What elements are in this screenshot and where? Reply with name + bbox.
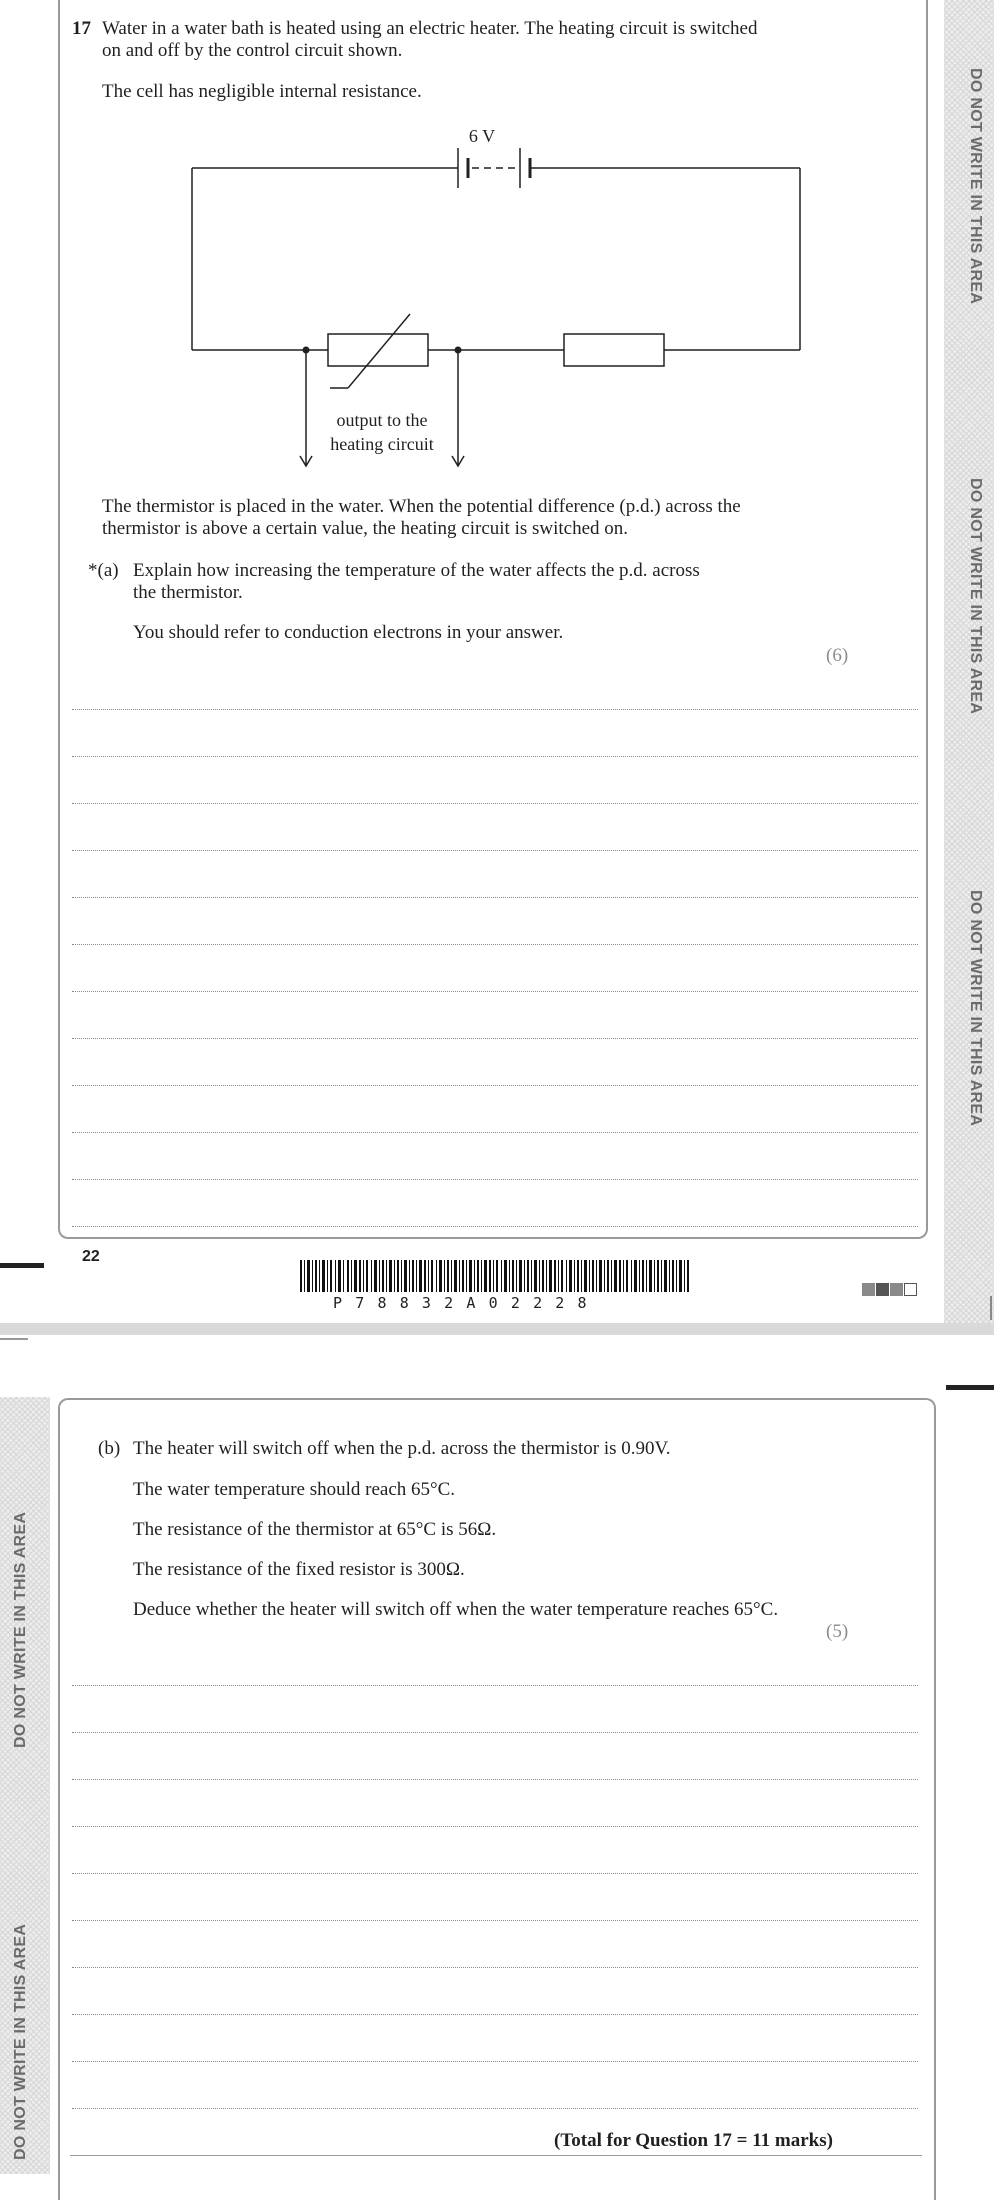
answer-line[interactable] <box>72 2108 918 2109</box>
answer-line[interactable] <box>72 1085 918 1086</box>
answer-line[interactable] <box>72 756 918 757</box>
answer-line[interactable] <box>72 991 918 992</box>
total-underline <box>70 2155 922 2156</box>
page-number: 22 <box>82 1248 100 1265</box>
margin-warning-3: DO NOT WRITE IN THIS AREA <box>967 890 984 1127</box>
margin-warning-5: DO NOT WRITE IN THIS AREA <box>12 1923 29 2160</box>
answer-line[interactable] <box>72 1873 918 1874</box>
answer-line[interactable] <box>72 944 918 945</box>
answer-line[interactable] <box>72 897 918 898</box>
part-a-marks: (6) <box>826 645 849 666</box>
intro-line-2: on and off by the control circuit shown. <box>102 40 403 61</box>
answer-line[interactable] <box>72 1179 918 1180</box>
fixed-resistor-symbol <box>564 334 664 366</box>
intro-line-1: Water in a water bath is heated using an electric heater. The heating circuit is switched <box>102 18 758 39</box>
part-a-line-1: Explain how increasing the temperature of the water affects the p.d. across <box>133 560 700 581</box>
page-marker-top <box>0 1338 28 1340</box>
answer-line[interactable] <box>72 2061 918 2062</box>
answer-line[interactable] <box>72 1132 918 1133</box>
answer-line[interactable] <box>72 1920 918 1921</box>
answer-line[interactable] <box>72 2014 918 2015</box>
answer-line[interactable] <box>72 1038 918 1039</box>
part-b-label: (b) <box>98 1438 121 1459</box>
indicator-square <box>890 1283 903 1296</box>
part-b-marks: (5) <box>826 1621 849 1642</box>
part-b-line-1: The heater will switch off when the p.d. across the thermistor is 0.90V. <box>133 1438 671 1459</box>
battery-symbol <box>458 148 530 188</box>
part-a-hint: You should refer to conduction electrons in your answer. <box>133 622 564 643</box>
indicator-square <box>904 1283 917 1296</box>
part-a-label: *(a) <box>88 560 119 581</box>
output-label-1: output to the <box>336 410 428 430</box>
part-b-line-3: The resistance of the thermistor at 65°C is 56Ω. <box>133 1519 497 1540</box>
answer-line[interactable] <box>72 1226 918 1227</box>
left-margin-strip <box>0 1397 50 2174</box>
answer-line[interactable] <box>72 1826 918 1827</box>
control-circuit-diagram <box>180 118 820 478</box>
question-number: 17 <box>72 18 91 39</box>
part-a-line-2: the thermistor. <box>133 582 243 603</box>
margin-warning-1: DO NOT WRITE IN THIS AREA <box>967 68 984 305</box>
answer-line[interactable] <box>72 1685 918 1686</box>
answer-line[interactable] <box>72 709 918 710</box>
question-total: (Total for Question 17 = 11 marks) <box>554 2130 833 2151</box>
thermistor-line-2: thermistor is above a certain value, the heating circuit is switched on. <box>102 518 629 539</box>
answer-line[interactable] <box>72 1732 918 1733</box>
cell-voltage-label: 6 V <box>468 126 496 146</box>
page-indicator-squares <box>862 1283 918 1301</box>
indicator-square <box>876 1283 889 1296</box>
page-separator <box>0 1323 994 1335</box>
part-b-line-5: Deduce whether the heater will switch off when the water temperature reaches 65°C. <box>133 1599 779 1620</box>
page-marker-left <box>0 1263 44 1268</box>
answer-line[interactable] <box>72 1967 918 1968</box>
right-margin-strip <box>944 0 994 1323</box>
answer-line[interactable] <box>72 803 918 804</box>
cell-note: The cell has negligible internal resistance. <box>102 81 422 102</box>
output-label-2: heating circuit <box>330 434 434 454</box>
barcode-graphic <box>300 1260 690 1292</box>
thermistor-line-1: The thermistor is placed in the water. When the potential difference (p.d.) across the <box>102 496 741 517</box>
margin-warning-4: DO NOT WRITE IN THIS AREA <box>12 1511 29 1748</box>
page-marker-right <box>946 1385 994 1390</box>
page-edge-line <box>990 1296 992 1320</box>
answer-line[interactable] <box>72 850 918 851</box>
part-b-line-4: The resistance of the fixed resistor is 300Ω. <box>133 1559 465 1580</box>
part-b-line-2: The water temperature should reach 65°C. <box>133 1479 456 1500</box>
margin-warning-2: DO NOT WRITE IN THIS AREA <box>967 478 984 715</box>
thermistor-symbol <box>328 314 428 388</box>
indicator-square <box>862 1283 875 1296</box>
answer-line[interactable] <box>72 1779 918 1780</box>
barcode-number: P78832A02228 <box>333 1294 600 1312</box>
